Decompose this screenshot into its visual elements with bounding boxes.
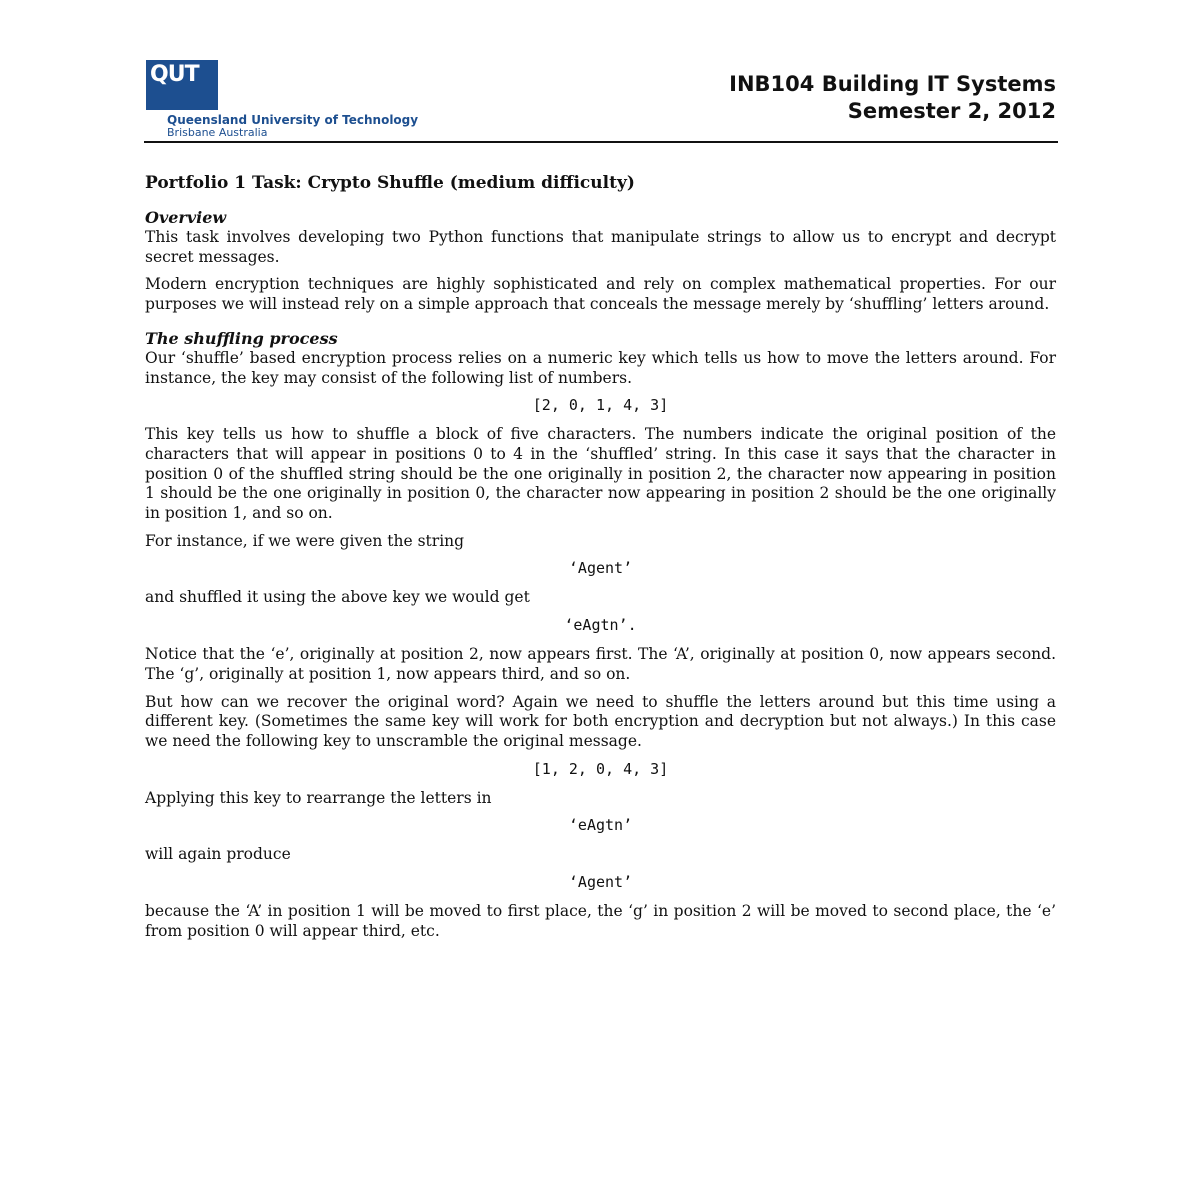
overview-paragraph-2: Modern encryption techniques are highly sophisticated and rely on complex mathematical properties. For our purposes we will instead rely on a simple approach that conceals the message merely by ‘shuffling’ letters around.: [145, 275, 1056, 314]
shuffle-paragraph-4: and shuffled it using the above key we would get: [145, 588, 530, 607]
qut-logo: [146, 60, 218, 110]
overview-paragraph-1: This task involves developing two Python functions that manipulate strings to allow us to encrypt and decrypt secret messages.: [145, 228, 1056, 266]
shuffle-paragraph-5: Notice that the ‘e’, originally at position 2, now appears first. The ‘A’, originally at position 0, now appears second. The ‘g’, originally at position 1, now appears third, and so on.: [145, 645, 1056, 683]
example-shuffled: ‘eAgtn’.: [564, 616, 637, 635]
task-title: Portfolio 1 Task: Crypto Shuffle (medium difficulty): [145, 173, 635, 193]
logo-text: QUT: [150, 62, 199, 87]
shuffle-paragraph-2: This key tells us how to shuffle a block of five characters. The numbers indicate the original position of the characters that will appear in positions 0 to 4 in the ‘shuffled’ string. In this case it says that the character in position 0 of the shuffled string should be the one originally in position 2, the character now appearing in position 1 should be the one originally in position 0, the character now appearing in position 2 should be the one originally in position 1, and so on.: [145, 425, 1056, 523]
shuffle-paragraph-6: But how can we recover the original word? Again we need to shuffle the letters around but this time using a different key. (Sometimes the same key will work for both encryption and decryption but not always.) In this case we need the following key to unscramble the original message.: [145, 692, 1056, 750]
document-body: [145, 172, 1056, 949]
university-location: Brisbane Australia: [167, 126, 268, 139]
encryption-key: [2, 0, 1, 4, 3]: [532, 396, 669, 415]
shuffle-paragraph-1: Our ‘shuffle’ based encryption process relies on a numeric key which tells us how to move the letters around. For instance, the key may consist of the following list of numbers.: [145, 348, 1056, 387]
example-scrambled: ‘eAgtn’: [568, 816, 633, 835]
example-word: ‘Agent’: [568, 559, 633, 578]
university-name: Queensland University of Technology: [167, 113, 419, 127]
shuffle-paragraph-8: will again produce: [145, 845, 291, 864]
course-heading: [729, 71, 1056, 125]
shuffle-paragraph-9: because the ‘A’ in position 1 will be moved to first place, the ‘g’ in position 2 will be moved to second place, the ‘e’ from position 0 will appear third, etc.: [145, 902, 1056, 940]
decryption-key: [1, 2, 0, 4, 3]: [532, 759, 669, 778]
semester-label: Semester 2, 2012: [847, 99, 1056, 123]
course-title: INB104 Building IT Systems: [729, 72, 1056, 96]
overview-heading: Overview: [145, 208, 227, 227]
shuffling-heading: The shuffling process: [145, 328, 338, 348]
shuffle-paragraph-3: For instance, if we were given the string: [145, 531, 465, 550]
header-divider: [144, 141, 1058, 143]
example-restored: ‘Agent’: [568, 873, 633, 892]
shuffle-paragraph-7: Applying this key to rearrange the letters in: [145, 788, 492, 807]
